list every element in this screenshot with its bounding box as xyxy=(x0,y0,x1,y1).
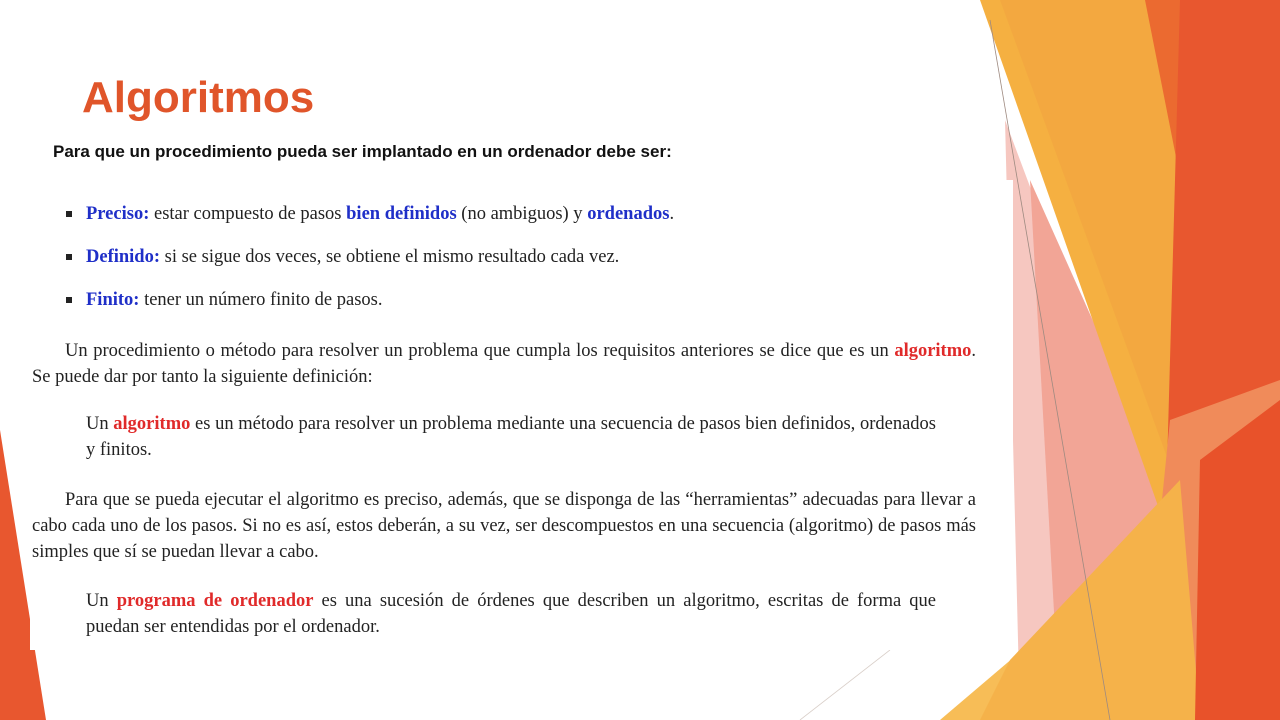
requirement-term: Finito: xyxy=(86,290,140,310)
requirement-term: Definido: xyxy=(86,247,160,267)
paragraph-text: Un procedimiento o método para resolver un problema que cumpla los requisitos anteriores se dice que es un xyxy=(65,341,895,361)
requirement-item xyxy=(64,243,964,286)
requirement-text: si se sigue dos veces, se obtiene el mismo resultado cada vez. xyxy=(160,247,620,267)
definition-algoritmo xyxy=(86,411,936,463)
definition-text: Un xyxy=(86,414,114,434)
thin-line-2 xyxy=(800,650,890,720)
requirement-item xyxy=(64,286,964,329)
requirement-text: (no ambiguos) y xyxy=(456,204,588,224)
requirements-list xyxy=(64,200,964,329)
requirement-emphasis: bien definidos xyxy=(346,204,457,224)
paragraph-requisitos xyxy=(32,338,976,390)
slide-subtitle: Para que un procedimiento pueda ser implantado en un ordenador debe ser: xyxy=(53,142,672,161)
definition-text: es una sucesión de órdenes que describen un algoritmo, escritas de forma que puedan ser entendidas por el ordenador. xyxy=(86,591,936,637)
requirement-term: Preciso: xyxy=(86,204,150,224)
slide-title: Algoritmos xyxy=(82,73,315,122)
requirement-text: estar compuesto de pasos xyxy=(149,204,347,224)
requirement-item xyxy=(64,200,964,243)
requirement-text: . xyxy=(669,204,675,224)
bullet-square-icon xyxy=(66,254,72,260)
paragraph-herramientas: Para que se pueda ejecutar el algoritmo es preciso, además, que se disponga de las “herramientas” adecuadas para llevar a cabo cada uno de los pasos. Si no es así, estos deberán, a su vez, ser descompuestos en una secuencia (algoritmo) de pasos más simples que sí se puedan llevar a cabo. xyxy=(32,490,976,562)
term-programa-de-ordenador: programa de ordenador xyxy=(116,591,314,611)
bullet-square-icon xyxy=(66,297,72,303)
definition-text: Un xyxy=(86,591,117,611)
term-algoritmo: algoritmo xyxy=(894,341,972,361)
term-algoritmo: algoritmo xyxy=(113,414,191,434)
definition-text: es un método para resolver un problema mediante una secuencia de pasos bien definidos, ordenados y finitos. xyxy=(86,414,936,460)
definition-programa xyxy=(86,588,936,640)
bullet-square-icon xyxy=(66,211,72,217)
paragraph-text: . Se puede dar por tanto la siguiente definición: xyxy=(32,341,976,387)
requirement-emphasis: ordenados xyxy=(587,204,670,224)
requirement-text: tener un número finito de pasos. xyxy=(139,290,383,310)
